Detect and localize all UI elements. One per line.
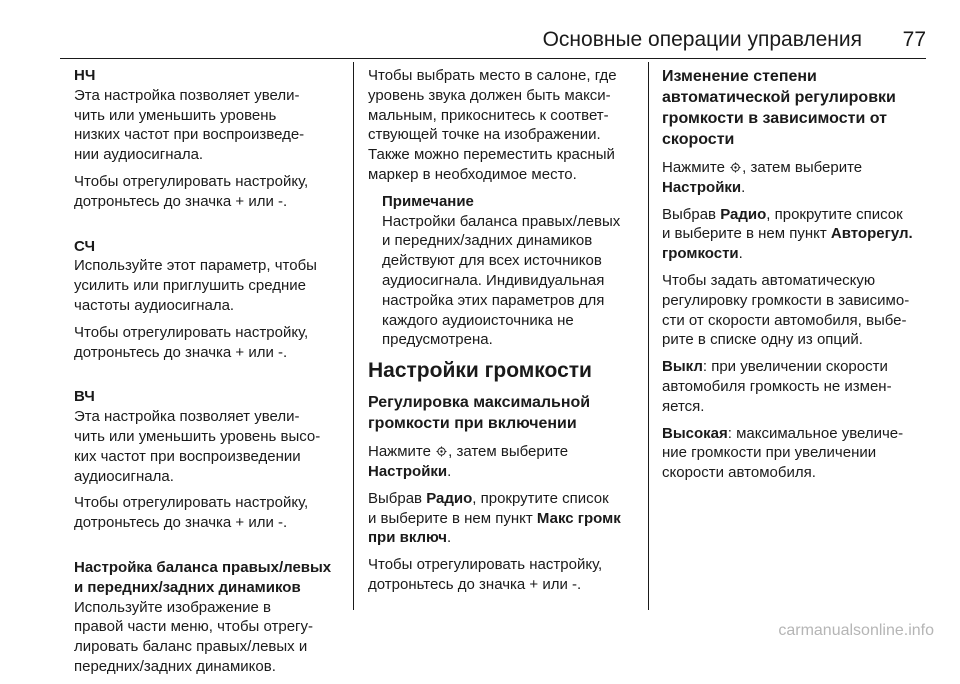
- page-title: Основные операции управления: [542, 28, 862, 51]
- note-text: Настройки баланса правых/левых и передних/задних динамиков действуют для всех источников аудиосигнала. Индивидуальная настройка этих параметров для каждого аудиоисточника не предусмотрена.: [382, 212, 621, 349]
- note-block: [382, 192, 636, 350]
- section-mid-text: Используйте этот параметр, чтобы усилить или приглушить средние частоты аудиосигнала.: [74, 257, 317, 314]
- page-header: [60, 28, 926, 58]
- section-bass-instruction: Чтобы отрегулировать настройку, дотроньтесь до значка + или -.: [74, 172, 309, 210]
- section-treble-title: ВЧ: [74, 388, 95, 406]
- column-1: [74, 66, 344, 684]
- section-balance-title: Настройка баланса правых/левых и передних/задних динамиков: [74, 558, 332, 596]
- select-radio-instruction: Выбрав Радио, прокрутите список и выберите в нем пункт Макс громк при включ.: [368, 489, 621, 547]
- column-divider-2: [648, 62, 649, 610]
- speed-volume-heading: Изменение степени автоматической регулировки громкости в зависимости от скорости: [662, 68, 896, 148]
- column-divider-1: [353, 62, 354, 610]
- section-treble-instruction: Чтобы отрегулировать настройку, дотроньтесь до значка + или -.: [74, 494, 309, 532]
- settings-gear-icon: [436, 443, 447, 454]
- header-rule: [60, 58, 926, 59]
- adjust-instruction: Чтобы отрегулировать настройку, дотроньтесь до значка + или -.: [368, 556, 603, 593]
- watermark: carmanualsonline.info: [778, 622, 934, 639]
- section-balance-text: Используйте изображение в правой части меню, чтобы отрегу- лировать баланс правых/левых и передних/задних динамиков.: [74, 598, 314, 675]
- auto-volume-description: Чтобы задать автоматическую регулировку громкости в зависимо- сти от скорости автомобиля, выбе- рите в списке одну из опций.: [662, 271, 910, 349]
- option-off: Выкл: при увеличении скорости автомобиля громкость не измен- яется.: [662, 358, 892, 415]
- section-treble-text: Эта настройка позволяет увели- чить или уменьшить уровень высо- ких частот при воспроизведении аудиосигнала.: [74, 408, 321, 485]
- select-radio-instruction-2: Выбрав Радио, прокрутите список и выберите в нем пункт Авторегул. громкости.: [662, 205, 913, 263]
- note-title: Примечание: [382, 192, 474, 210]
- settings-gear-icon: [730, 159, 741, 170]
- press-settings-instruction-2: Нажмите , затем выберите Настройки.: [662, 159, 863, 196]
- column-3: [662, 66, 930, 490]
- section-mid-instruction: Чтобы отрегулировать настройку, дотроньтесь до значка + или -.: [74, 323, 309, 361]
- volume-settings-heading: Настройки громкости: [368, 359, 592, 383]
- max-startup-volume-heading: Регулировка максимальной громкости при включении: [368, 394, 591, 433]
- section-bass-title: НЧ: [74, 67, 96, 84]
- section-mid-title: СЧ: [74, 237, 95, 255]
- column-2: [368, 66, 636, 602]
- page-number: 77: [902, 28, 926, 51]
- section-bass-text: Эта настройка позволяет увели- чить или уменьшить уровень низких частот при воспроизведе- нии аудиосигнала.: [74, 86, 305, 164]
- balance-instructions: Чтобы выбрать место в салоне, где уровень звука должен быть макси- мальным, прикоснитесь к соответ- ствующей точке на изображении. Также можно переместить красный маркер в необходимое место.: [368, 67, 617, 183]
- option-high: Высокая: максимальное увеличе- ние громкости при увеличении скорости автомобиля.: [662, 424, 904, 482]
- press-settings-instruction: Нажмите , затем выберите Настройки.: [368, 443, 569, 480]
